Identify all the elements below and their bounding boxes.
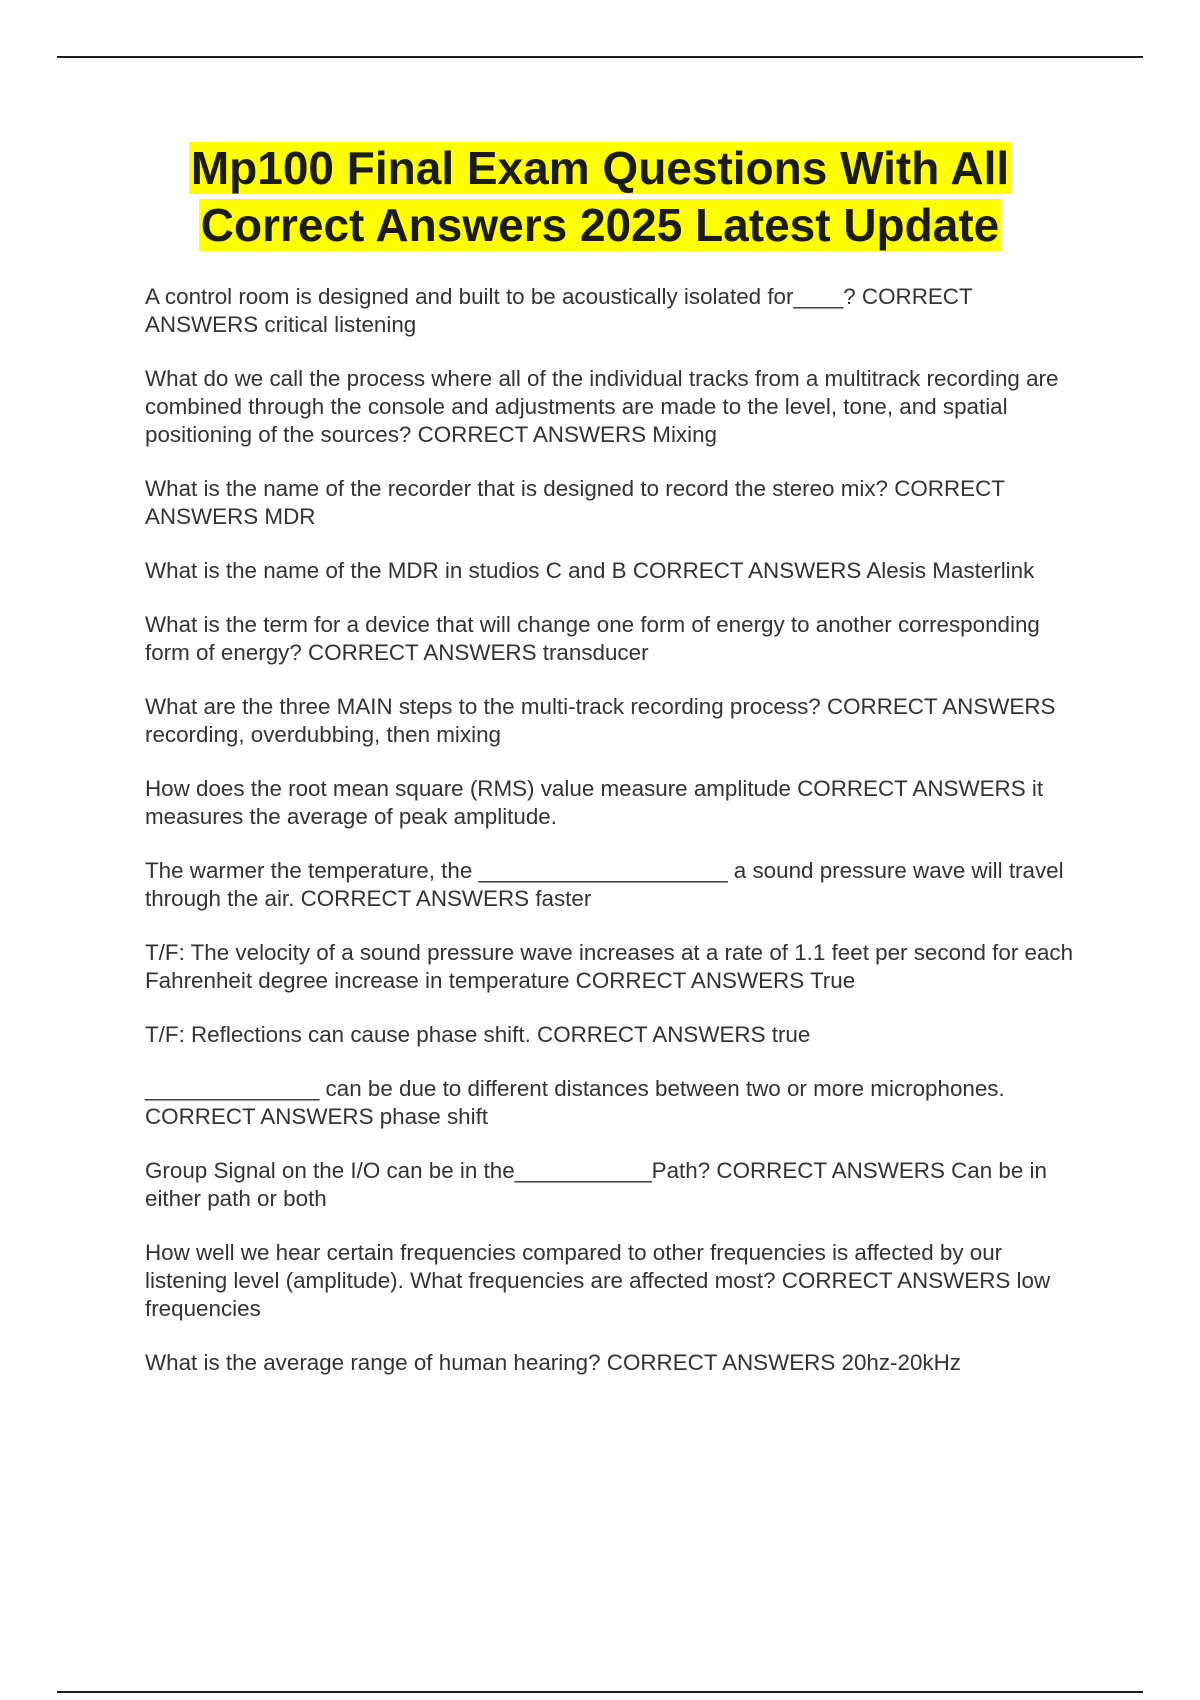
- qa-item: What do we call the process where all of the individual tracks from a multitrack recording are combined through the console and adjustments are made to the level, tone, and spatial positioning of the sources? CORRECT ANSWERS Mixing: [145, 366, 1059, 447]
- document-title: [0, 140, 1200, 254]
- qa-item: What is the name of the MDR in studios C and B CORRECT ANSWERS Alesis Masterlink: [145, 558, 1035, 583]
- qa-item: T/F: Reflections can cause phase shift. CORRECT ANSWERS true: [145, 1022, 811, 1047]
- qa-item: The warmer the temperature, the ____________________ a sound pressure wave will travel through the air. CORRECT ANSWERS faster: [145, 858, 1064, 911]
- qa-item: How does the root mean square (RMS) value measure amplitude CORRECT ANSWERS it measures the average of peak amplitude.: [145, 776, 1044, 829]
- qa-item: T/F: The velocity of a sound pressure wave increases at a rate of 1.1 feet per second for each Fahrenheit degree increase in temperature CORRECT ANSWERS True: [145, 940, 1074, 993]
- qa-item: What is the name of the recorder that is designed to record the stereo mix? CORRECT ANSWERS MDR: [145, 476, 1005, 529]
- qa-item: What is the average range of human hearing? CORRECT ANSWERS 20hz-20kHz: [145, 1350, 961, 1375]
- qa-item: What are the three MAIN steps to the multi-track recording process? CORRECT ANSWERS recording, overdubbing, then mixing: [145, 694, 1056, 747]
- qa-item: How well we hear certain frequencies compared to other frequencies is affected by our listening level (amplitude). What frequencies are affected most? CORRECT ANSWERS low frequencies: [145, 1240, 1051, 1321]
- document-title-line-2: Correct Answers 2025 Latest Update: [200, 199, 1000, 251]
- footer-rule: [57, 1691, 1143, 1693]
- qa-item: ______________ can be due to different distances between two or more microphones. CORRECT ANSWERS phase shift: [145, 1076, 1005, 1129]
- qa-item: What is the term for a device that will change one form of energy to another corresponding form of energy? CORRECT ANSWERS transducer: [145, 612, 1040, 665]
- header-rule: [57, 56, 1143, 58]
- question-answer-list: [145, 283, 1090, 1403]
- document-title-line-1: Mp100 Final Exam Questions With All: [190, 142, 1010, 194]
- qa-item: A control room is designed and built to be acoustically isolated for____? CORRECT ANSWERS critical listening: [145, 284, 973, 337]
- qa-item: Group Signal on the I/O can be in the___________Path? CORRECT ANSWERS Can be in either path or both: [145, 1158, 1047, 1211]
